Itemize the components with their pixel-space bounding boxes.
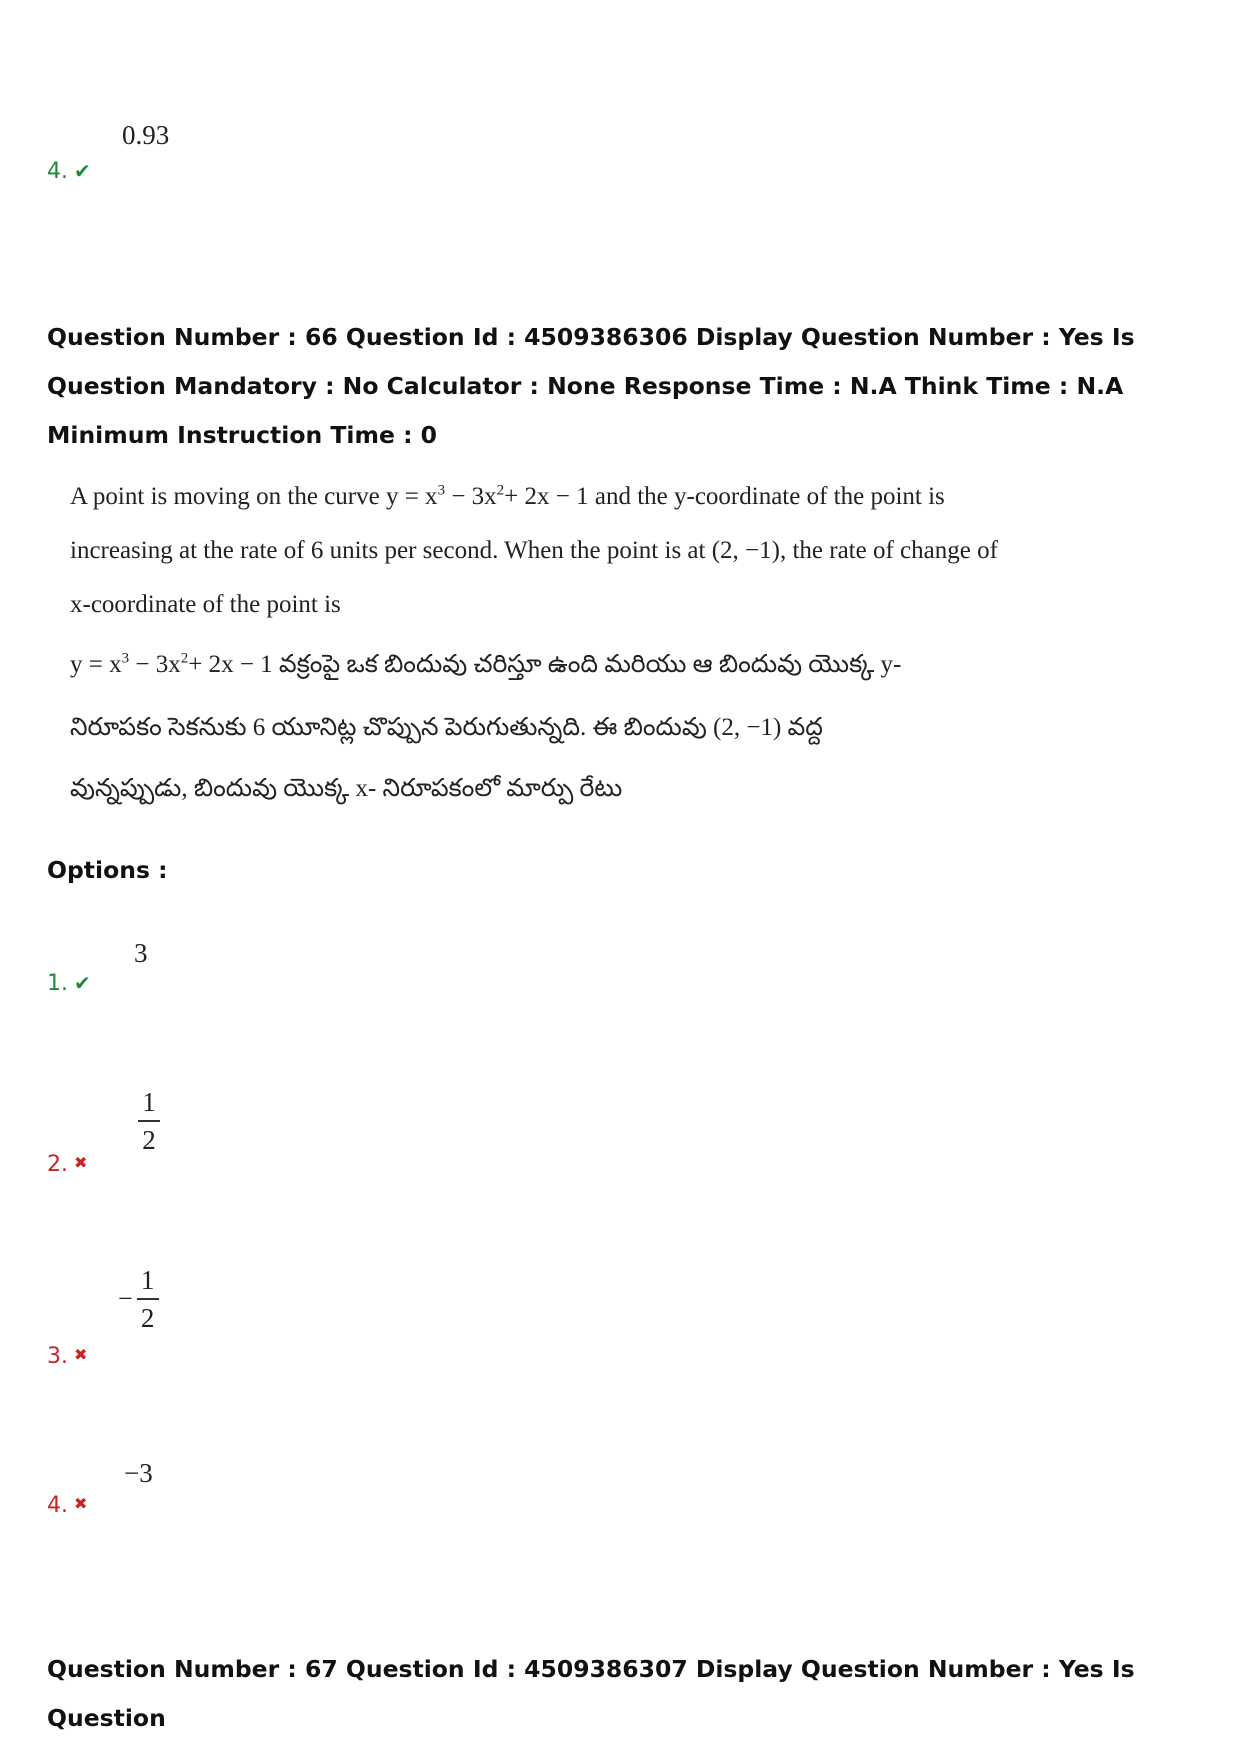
cross-icon: ✖ xyxy=(74,1153,88,1172)
question-telugu-line-1: $y = x^3 - 3x^2+ 2x - 1$ వక్రంపై ఒక బిందువు చరిస్తూ ఉంది మరియు ఆ బిందువు యొక్క y- xyxy=(70,650,902,678)
question-telugu-line-3: వున్నప్పుడు, బిందువు యొక్క x- నిరూపకంలో మార్పు రేటు xyxy=(70,775,623,802)
prev-option-4-value: 0.93 xyxy=(122,120,170,150)
prev-option-4 xyxy=(47,158,91,185)
options-label: Options : xyxy=(47,856,168,884)
option-2 xyxy=(47,1152,87,1179)
option-2-value xyxy=(134,1087,160,1155)
option-4-value: −3 xyxy=(124,1458,153,1488)
check-icon: ✔ xyxy=(74,971,91,995)
option-3-value xyxy=(118,1265,159,1333)
next-question-meta: Question Number : 67 Question Id : 4509386307 Display Question Number : Yes Is Question xyxy=(47,1655,1135,1732)
question-telugu-line-2: నిరూపకం సెకనుకు 6 యూనిట్ల చొప్పున పెరుగుతున్నది. ఈ బిందువు (2, −1) వద్ద xyxy=(70,714,823,741)
option-4 xyxy=(47,1493,87,1520)
check-icon: ✔ xyxy=(74,159,91,183)
option-3-sign: − xyxy=(118,1283,133,1313)
option-1-number: 1. xyxy=(47,971,68,996)
option-2-numerator: 1 xyxy=(142,1087,156,1117)
question-text-line-2: increasing at the rate of 6 units per second. When the point is at (2, −1), the rate of change of xyxy=(70,537,998,564)
option-1 xyxy=(47,970,91,997)
option-1-value: 3 xyxy=(134,938,148,968)
option-2-denominator: 2 xyxy=(142,1124,156,1155)
option-3-denominator: 2 xyxy=(140,1302,155,1333)
question-text-line-3: x-coordinate of the point is xyxy=(70,591,341,618)
option-4-number: 4. xyxy=(47,1493,68,1518)
option-3 xyxy=(47,1344,87,1371)
question-text-line-1: A point is moving on the curve $y = x^3 - 3x^2+ 2x - 1$ and the y-coordinate of the point is xyxy=(70,482,945,510)
option-3-numerator: 1 xyxy=(140,1265,155,1295)
question-meta: Question Number : 66 Question Id : 4509386306 Display Question Number : Yes Is Question Mandatory : No Calculator : None Response Time : N.A Think Time : N.A Minimum Instruction Time : 0 xyxy=(47,323,1135,449)
cross-icon: ✖ xyxy=(74,1345,88,1364)
option-2-number: 2. xyxy=(47,1152,68,1177)
cross-icon: ✖ xyxy=(74,1494,88,1513)
prev-option-4-number: 4. xyxy=(47,159,68,184)
option-3-number: 3. xyxy=(47,1344,68,1369)
